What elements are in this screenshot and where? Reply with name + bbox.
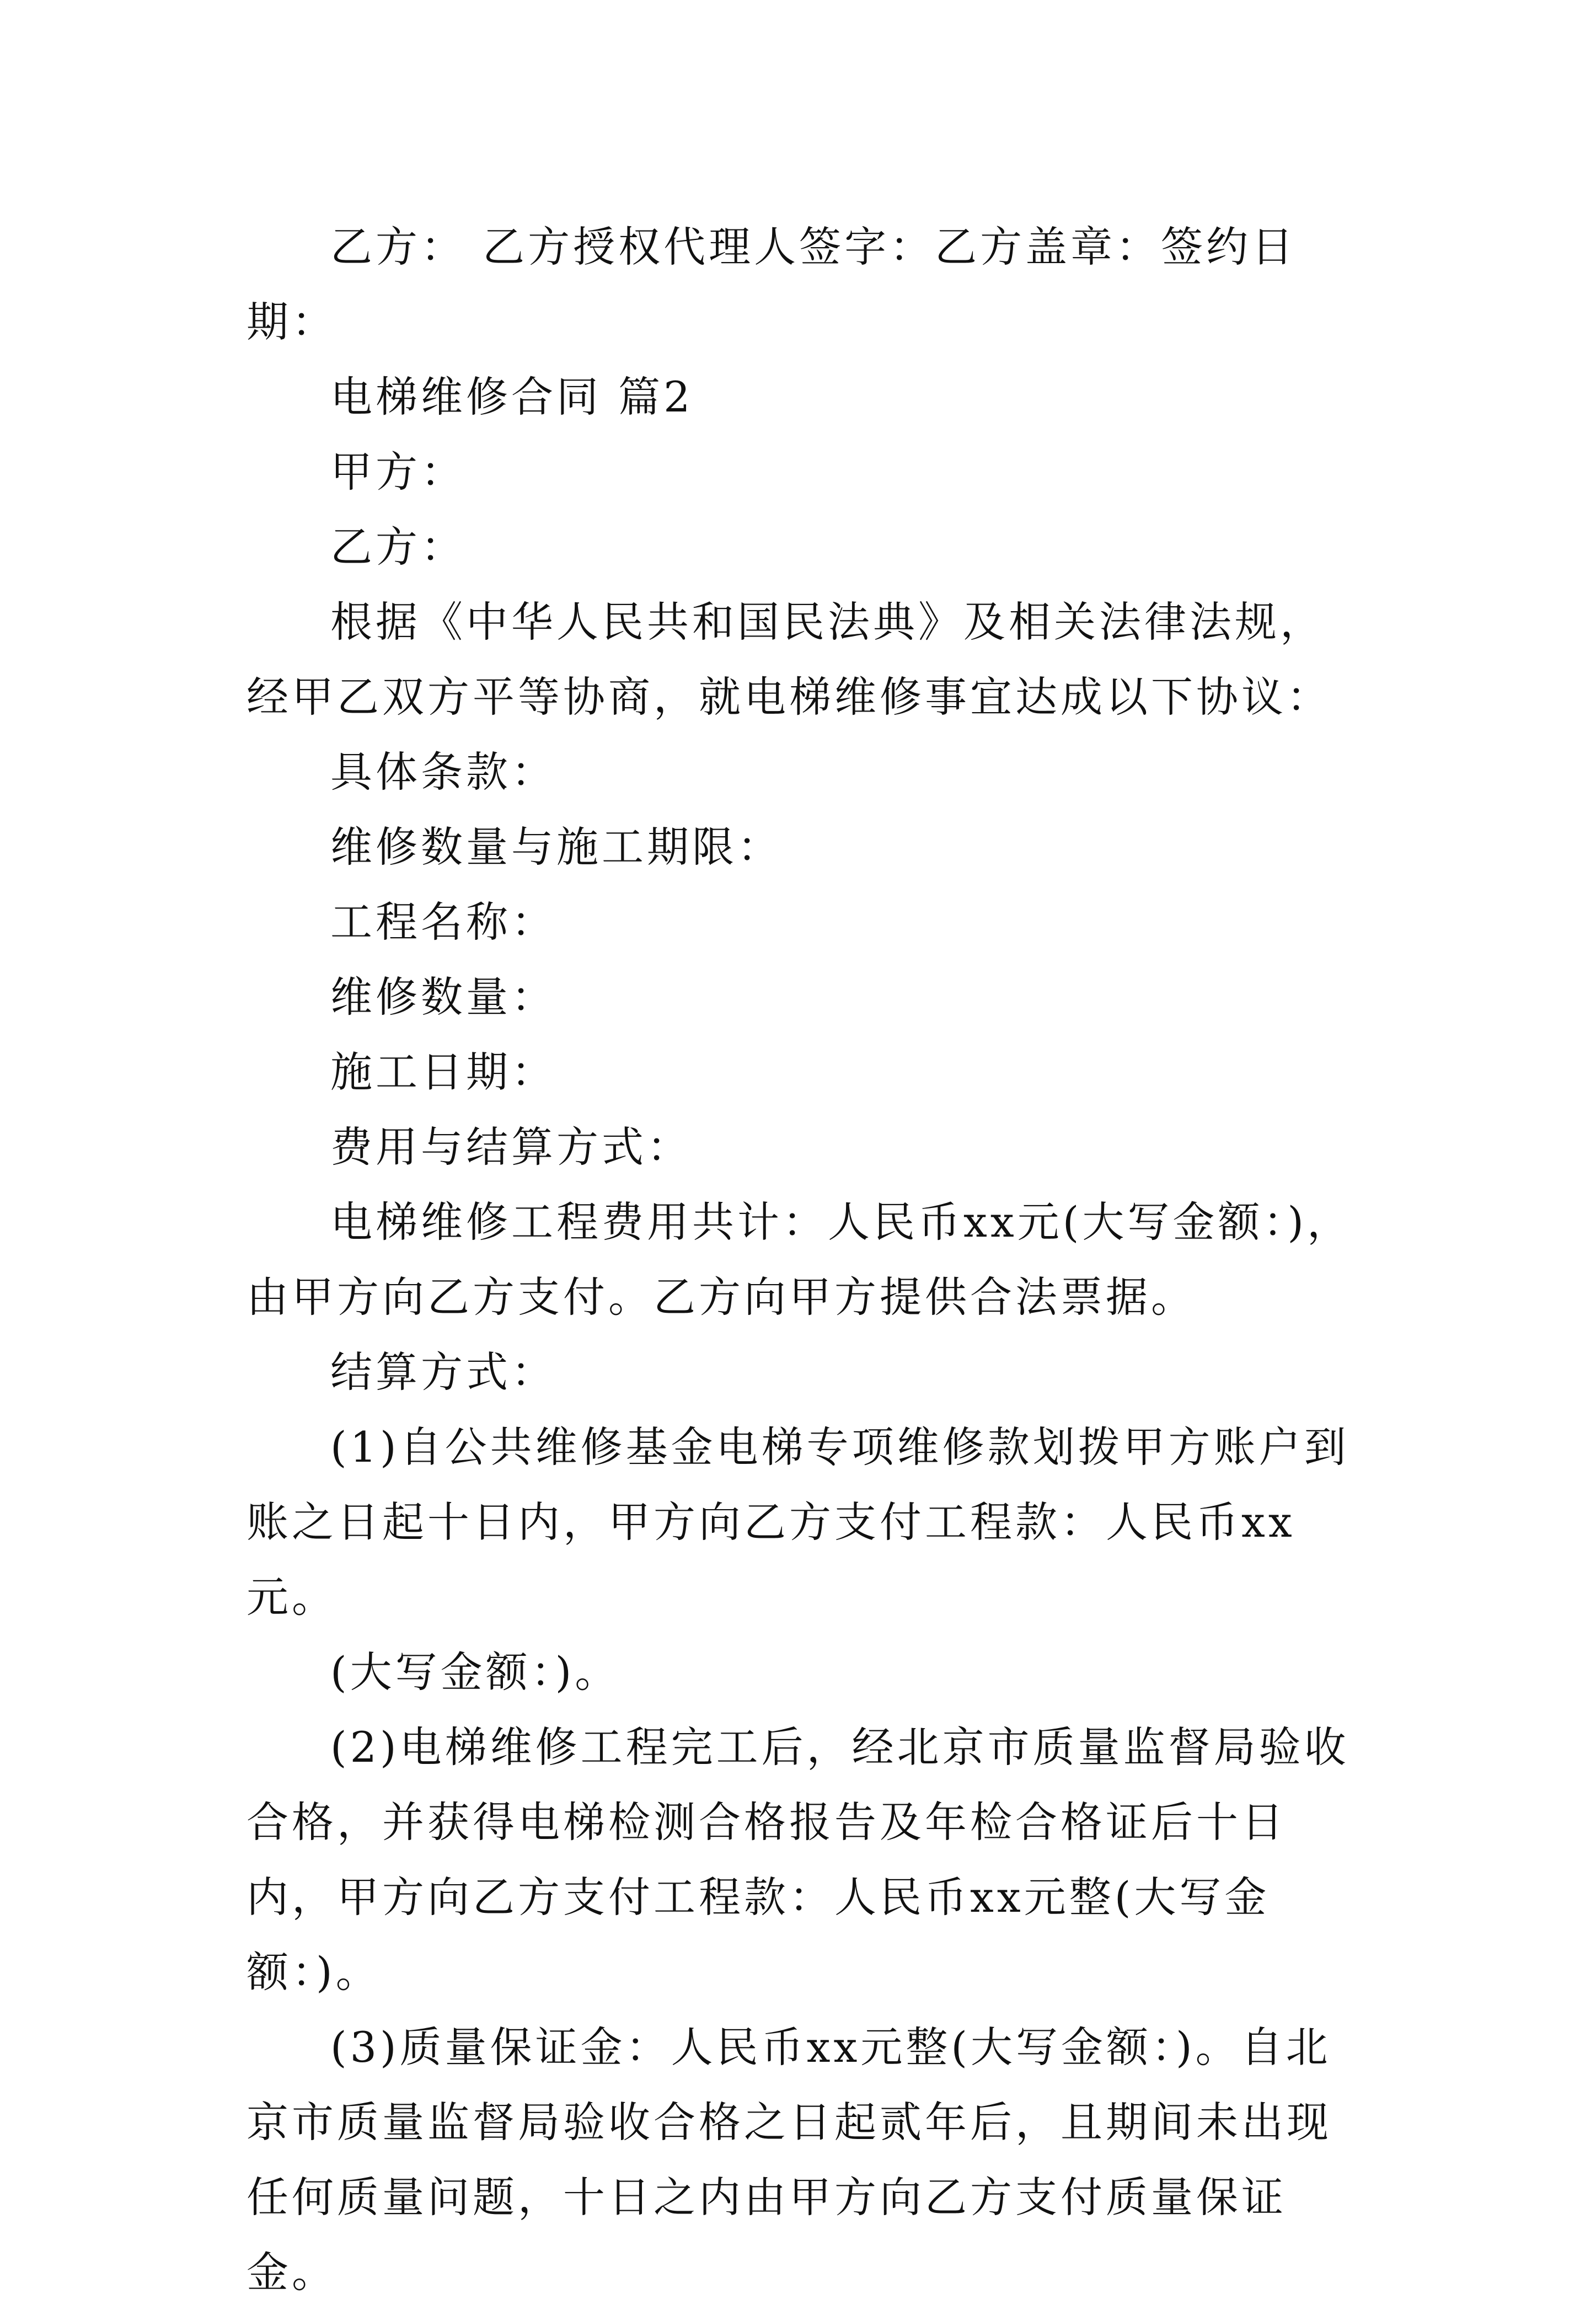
total-fee-paragraph: 电梯维修工程费用共计：人民币xx元(大写金额：)，由甲方向乙方支付。乙方向甲方提供合法票据。 [247, 1197, 1353, 1322]
section-heading-fees: 费用与结算方式： [330, 1122, 692, 1172]
construction-date-field: 施工日期： [330, 1047, 556, 1097]
settlement-clause-1: (1)自公共维修基金电梯专项维修款划拨甲方账户到账之日起十日内，甲方向乙方支付工程款：人民币xx元。 [247, 1423, 1349, 1622]
signature-line: 乙方： 乙方授权代理人签字：乙方盖章：签约日期： [247, 222, 1297, 346]
contract-title: 电梯维修合同 篇2 [330, 372, 694, 421]
document-body [247, 210, 1366, 2310]
settlement-clause-2: (2)电梯维修工程完工后，经北京市质量监督局验收合格，并获得电梯检测合格报告及年检合格证后十日内，甲方向乙方支付工程款：人民币xx元整(大写金额：)。 [247, 1723, 1349, 1997]
preamble-paragraph: 根据《中华人民共和国民法典》及相关法律法规，经甲乙双方平等协商，就电梯维修事宜达成以下协议： [247, 597, 1332, 721]
repair-quantity-field: 维修数量： [330, 972, 556, 1022]
party-a-line: 甲方： [330, 447, 466, 496]
settlement-clause-3: (3)质量保证金：人民币xx元整(大写金额：)。自北京市质量监督局验收合格之日起贰年后，且期间未出现任何质量问题，十日之内由甲方向乙方支付质量保证金。 [247, 2023, 1332, 2297]
section-heading-settlement: 结算方式： [330, 1348, 556, 1397]
section-heading-quantity-period: 维修数量与施工期限： [330, 822, 783, 871]
section-heading-terms: 具体条款： [330, 747, 556, 796]
settlement-clause-1-amount: (大写金额：)。 [330, 1648, 620, 1697]
party-b-line: 乙方： [330, 522, 466, 571]
project-name-field: 工程名称： [330, 897, 556, 947]
